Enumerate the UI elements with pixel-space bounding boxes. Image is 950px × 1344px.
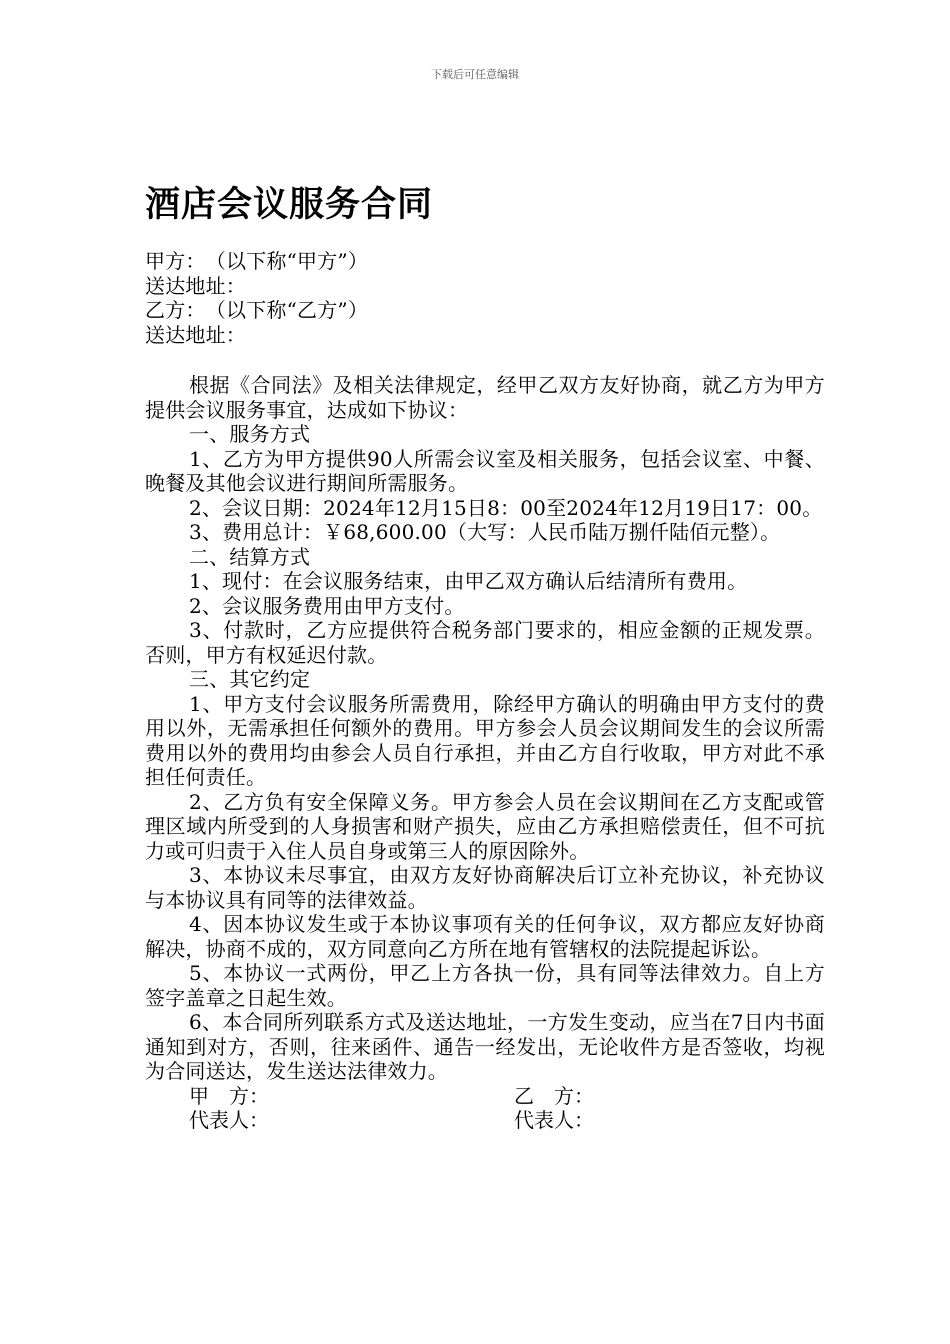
page-header-note: 下载后可任意编辑 bbox=[431, 68, 519, 81]
party-b-address-line: 送达地址： bbox=[145, 322, 246, 347]
signature-row-representative bbox=[145, 1108, 825, 1133]
section-heading-settlement: 二、结算方式 bbox=[189, 544, 311, 569]
clause-1-1: 1、乙方为甲方提供90人所需会议室及相关服务，包括会议室、中餐、晚餐及其他会议进行期间所需服务。 bbox=[145, 446, 825, 495]
clause-3-5: 5、本协议一式两份，甲乙上方各执一份，具有同等法律效力。自上方签字盖章之日起生效。 bbox=[145, 961, 825, 1010]
signature-row-party bbox=[145, 1084, 825, 1109]
signature-rep-a: 代表人： bbox=[189, 1108, 269, 1132]
clause-2-1: 1、现付：在会议服务结束，由甲乙双方确认后结清所有费用。 bbox=[189, 569, 748, 593]
party-b-line: 乙方： （以下称“乙方”） bbox=[145, 298, 369, 322]
signature-rep-b: 代表人： bbox=[514, 1108, 594, 1132]
intro-paragraph: 根据《合同法》及相关法律规定，经甲乙双方友好协商，就乙方为甲方提供会议服务事宜，达成如下协议： bbox=[145, 373, 825, 422]
party-a-address-line: 送达地址： bbox=[145, 273, 246, 298]
signature-party-a: 甲 方： bbox=[189, 1083, 269, 1108]
clause-3-2: 2、乙方负有安全保障义务。甲方参会人员在会议期间在乙方支配或管理区域内所受到的人身损害和财产损失，应由乙方承担赔偿责任，但不可抗力或可归责于入住人员自身或第三人的原因除外。 bbox=[145, 789, 825, 863]
section-heading-service: 一、服务方式 bbox=[189, 422, 311, 446]
document-title: 酒店会议服务合同 bbox=[145, 185, 434, 225]
clause-1-3: 3、费用总计：￥68,600.00（大写：人民币陆万捌仟陆佰元整）。 bbox=[189, 520, 781, 544]
section-heading-other: 三、其它约定 bbox=[189, 667, 311, 691]
clause-1-2: 2、会议日期：2024年12月15日8：00至2024年12月19日17：00。 bbox=[189, 495, 823, 520]
clause-3-4: 4、因本协议发生或于本协议事项有关的任何争议，双方都应友好协商解决，协商不成的，双方同意向乙方所在地有管辖权的法院提起诉讼。 bbox=[145, 912, 825, 961]
clause-2-2: 2、会议服务费用由甲方支付。 bbox=[189, 593, 465, 618]
clause-3-6: 6、本合同所列联系方式及送达地址，一方发生变动，应当在7日内书面通知到对方，否则，往来函件、通告一经发出，无论收件方是否签收，均视为合同送达，发生送达法律效力。 bbox=[145, 1010, 825, 1083]
parties-block bbox=[145, 249, 825, 347]
signature-party-b: 乙 方： bbox=[514, 1083, 594, 1108]
clause-2-3: 3、付款时，乙方应提供符合税务部门要求的，相应金额的正规发票。否则，甲方有权延迟付款。 bbox=[145, 618, 825, 667]
clause-3-1: 1、甲方支付会议服务所需费用，除经甲方确认的明确由甲方支付的费用以外，无需承担任何额外的费用。甲方参会人员会议期间发生的会议所需费用以外的费用均由参会人员自行承担，并由乙方自行收取，甲方对此不承担任何责任。 bbox=[145, 691, 825, 789]
party-a-line: 甲方： （以下称“甲方”） bbox=[145, 249, 369, 273]
contract-body bbox=[145, 373, 825, 1133]
clause-3-3: 3、本协议未尽事宜，由双方友好协商解决后订立补充协议，补充协议与本协议具有同等的法律效益。 bbox=[145, 863, 825, 912]
